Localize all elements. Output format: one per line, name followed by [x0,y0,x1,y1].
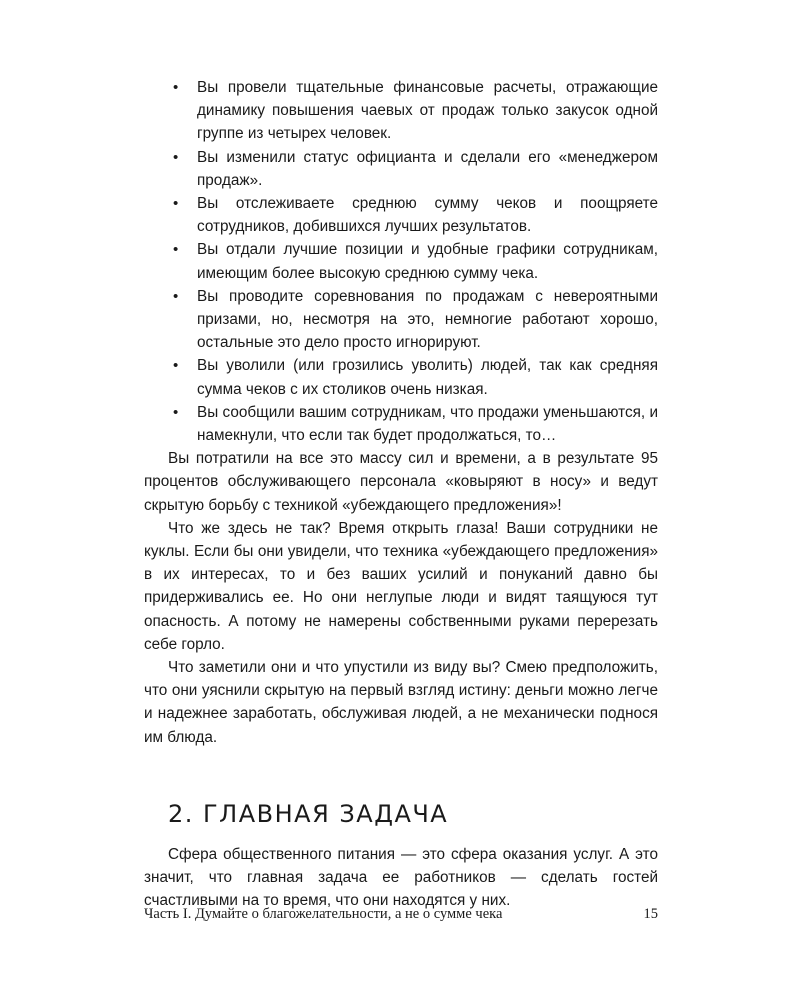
list-item-text: Вы отслеживаете среднюю сумму чеков и поощряете сотрудников, добившихся лучших результатов. [197,195,658,236]
list-item-text: Вы провели тщательные финансовые расчеты, отражающие динамику повышения чаевых от продаж только закусок одной группе из четырех человек. [197,79,658,143]
section-number: 2. [168,799,194,828]
section-title: ГЛАВНАЯ ЗАДАЧА [203,799,449,828]
bullet-icon: • [173,79,179,96]
list-item [144,238,658,284]
list-item [144,285,658,355]
bullet-icon: • [173,195,179,213]
bullet-list [144,76,658,447]
list-item-text: Вы отдали лучшие позиции и удобные графики сотрудникам, имеющим более высокую среднюю сумму чека. [197,241,658,282]
list-item-text: Вы сообщили вашим сотрудникам, что продажи уменьшаются, и намекнули, что если так будет продолжаться, то… [197,403,658,445]
bullet-icon: • [173,403,179,421]
list-item [144,192,658,238]
list-item-text: Вы уволили (или грозились уволить) людей, так как средняя сумма чеков с их столиков очень низкая. [197,357,658,398]
body-paragraph: Вы потратили на все это массу сил и времени, а в результате 95 процентов обслуживающего персонала «ковыряют в носу» и ведут скрытую борьбу с техникой «убеждающего предложения»! [144,450,658,514]
section-heading [168,799,658,829]
list-item [144,401,658,447]
list-item [144,76,658,146]
bullet-icon: • [173,241,179,259]
running-title: Часть I. Думайте о благожелательности, а не о сумме чека [144,906,503,922]
bullet-icon: • [173,148,179,166]
page-body [144,76,658,913]
page-number: 15 [643,906,658,922]
list-item-text: Вы проводите соревнования по продажам с невероятными призами, но, несмотря на это, немногие работают хорошо, остальные это дело просто игнорируют. [197,287,658,352]
section-paragraph: Сфера общественного питания — это сфера оказания услуг. А это значит, что главная задача ее работников — сделать гостей счастливыми на то время, что они находятся у них. [144,845,658,910]
page-footer [144,906,658,923]
list-item-text: Вы изменили статус официанта и сделали его «менеджером продаж». [197,148,658,189]
list-item [144,146,658,192]
bullet-icon: • [173,287,179,305]
body-paragraph: Что заметили они и что упустили из виду вы? Смею предположить, что они уяснили скрытую на первый взгляд истину: деньги можно легче и надежнее заработать, обслуживая людей, а не механически поднося им блюда. [144,659,658,746]
list-item [144,354,658,400]
body-paragraph: Что же здесь не так? Время открыть глаза! Ваши сотрудники не куклы. Если бы они увидели, что техника «убеждающего предложения» в их интересах, то и без ваших усилий и понуканий давно бы придерживались ее. Но они неглупые люди и видят таящуюся тут опасность. А потому не намерены собственными руками перерезать себе горло. [144,519,658,653]
bullet-icon: • [173,357,179,375]
